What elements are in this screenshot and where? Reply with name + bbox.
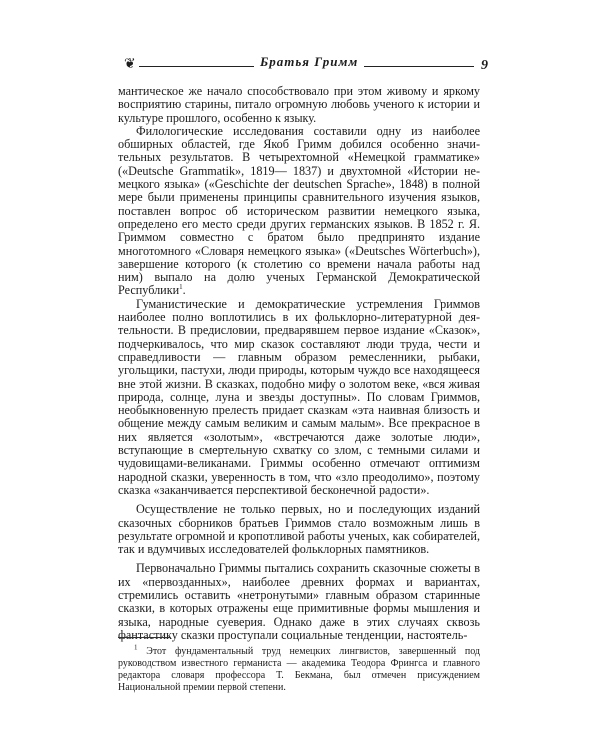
footnote-reference: 1: [179, 283, 183, 292]
paragraph-2-text: Филологические исследования составили одну из наиболее обширных областей, где Якоб Гримм добился особенно значительных результатов. В четырехтомной «Немецкой грамматике» («Deutsche Grammatik», 1819— 1837) и двухтомной «Истории немецкого языка» («Geschichte der deutschen Sprache», 1848) в полной мере были применены принципы сравнительного изучения языков, поставлен вопрос об историческом развитии немецкого языка, определено его место среди других германских языков. В 1852 г. Я. Гриммом совместно с братом было предпринято издание многотомного «Словаря немецкого языка» («Deutsches Wörterbuch»), завершение которого (к столетию со времени начала работы над ним) выпало на долю ученых Германской Демократической Республики: [118, 123, 480, 298]
footnote-rule: [118, 637, 170, 638]
page-number: 9: [481, 58, 488, 73]
paragraph-3: Гуманистические и демократические устремления Гриммов наиболее полно воплотились в их фольклорно-литературной деятельности. В предисловии, предварявшем первое издание «Сказок», подчеркивалось, что мир сказок составляют люди труда, чести и справедливости — главным образом ремесленники, рыбаки, угольщики, пастухи, люди природы, которым чуждо все находящееся вне этой жизни. В сказках, подобно мифу о золотом веке, «вся живая природа, солнце, луна и звезды доступны». По словам Гриммов, необыкновенную прелесть придает сказкам «эта наивная близость и общение между самым великим и самым малым». Все прекрасное в них является «золотым», «встречаются даже золотые люди», вступающие в смертельную схватку со злом, с темными силами и чудовищами-великанами. Гриммы особенно отмечают оптимизм народной сказки, уверенность в том, что «зло преодолимо», поэтому сказка «заканчивается перспективой бесконечной радости».: [118, 296, 480, 497]
body-text: [118, 85, 480, 642]
running-title: Братья Гримм: [254, 55, 364, 69]
paragraph-5: Первоначально Гриммы пытались сохранить сказочные сюжеты в их «первозданных», наиболее древних формах и вариантах, стремились оставить «нетронутыми» главным образом старинные сказки, в которых отражены еще примитивные формы мышления и языка, народные суеверия. Однако даже в этих случаях сквозь фантастику сказки проступали социальные тенденции, настоятель-: [118, 561, 480, 642]
running-header: [124, 54, 488, 75]
footnote-text: Этот фундаментальный труд немецких лингвистов, завершенный под руководством известного германиста — академика Теодора Фрингса и главного редактора словаря профессора Т. Бекмана, был отмечен присуждением Национальной премии первой степени.: [118, 646, 481, 693]
fleuron-ornament-icon: ❦: [124, 57, 139, 73]
footnote-marker: 1: [134, 643, 138, 652]
paragraph-2: Филологические исследования составили одну из наиболее обширных областей, где Якоб Гримм добился особенно значительных результатов. В четырехтомной «Немецкой грамматике» («Deutsche Grammatik», 1819— 1837) и двухтомной «Истории немецкого языка» («Geschichte der deutschen Sprache», 1848) в полной мере были применены принципы сравнительного изучения языков, поставлен вопрос об историческом развитии немецкого языка, определено его место среди других германских языков. В 1852 г. Я. Гриммом совместно с братом было предпринято издание многотомного «Словаря немецкого языка» («Deutsches Wörterbuch»), завершение которого (к столетию со времени начала работы над ним) выпало на долю ученых Германской Демократической Республики$^1$.: [118, 123, 480, 298]
paragraph-4: Осуществление не только первых, но и последующих изданий сказочных сборников братьев Гриммов стало возможным лишь в результате огромной и кропотливой работы ученых, как собирателей, так и вдумчивых исследователей фольклорных памятников.: [118, 502, 480, 557]
paragraph-1: мантическое же начало способствовало при этом живому и яркому восприятию старины, питало огромную любовь ученого к истории и культуре прошлого, особенно к языку.: [118, 84, 480, 125]
footnote: [118, 643, 481, 694]
